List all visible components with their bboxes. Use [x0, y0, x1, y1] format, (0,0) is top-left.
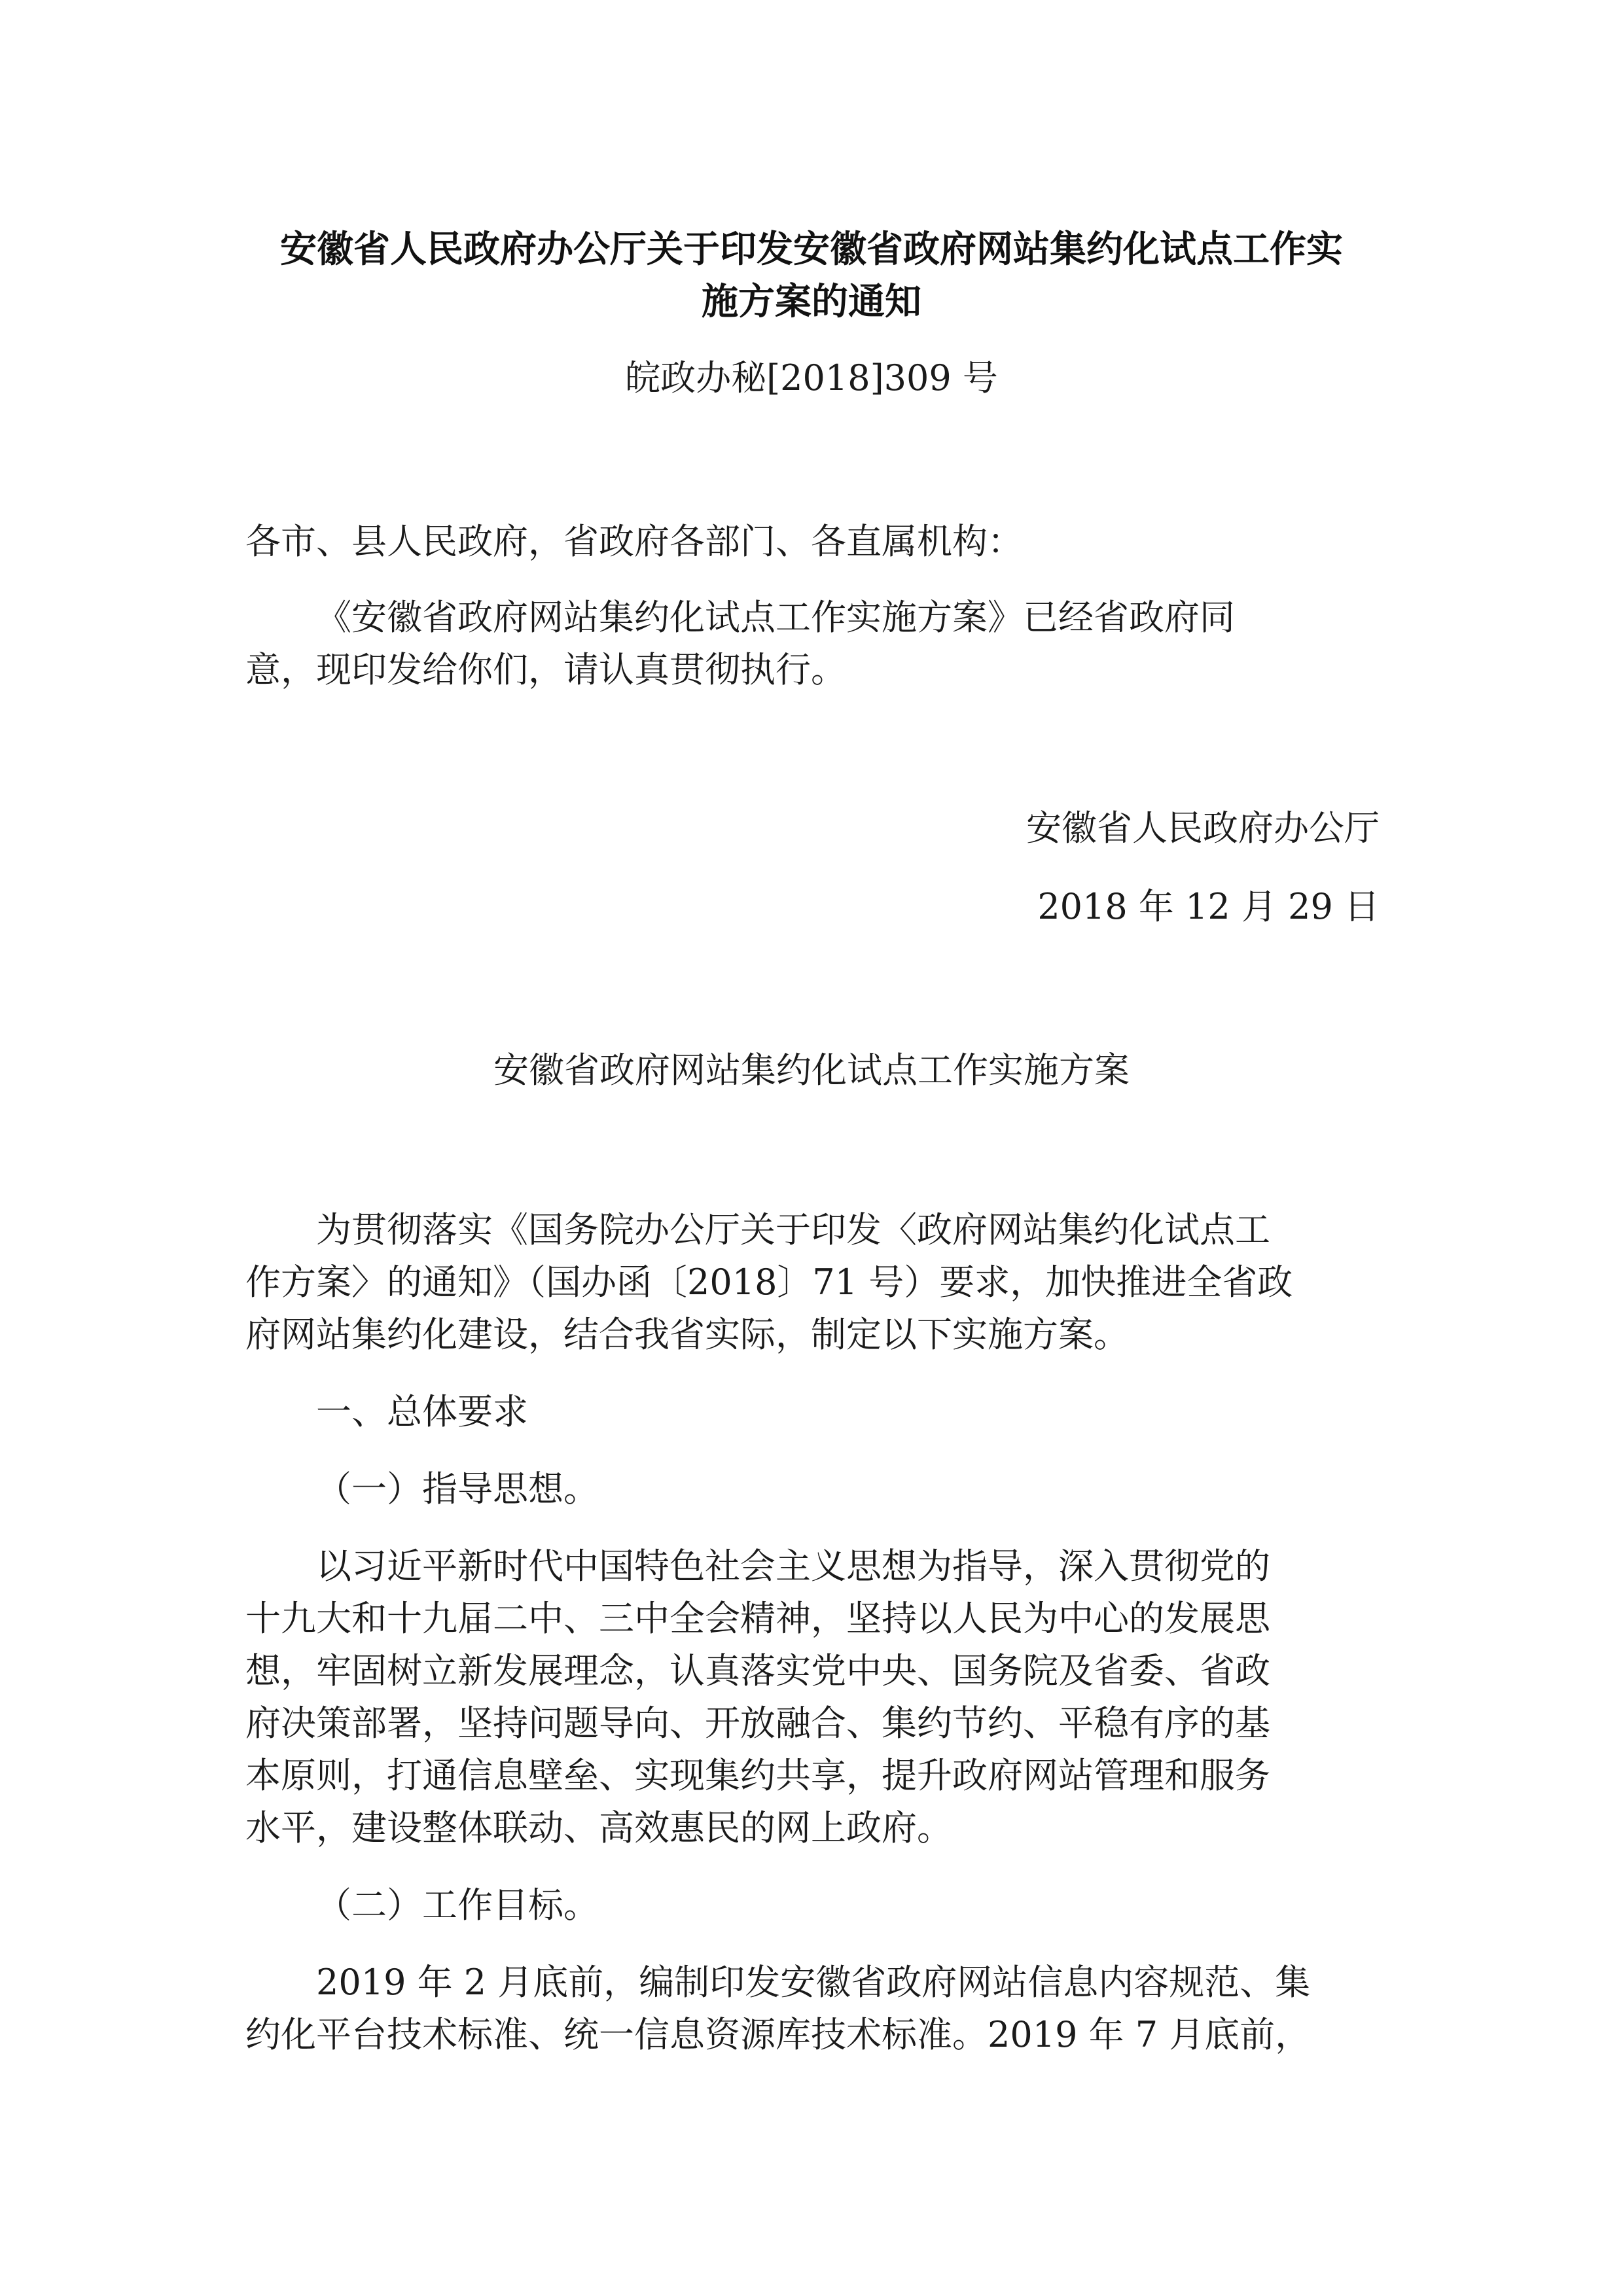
issuing-authority: 安徽省人民政府办公厅	[1026, 807, 1380, 849]
plan-title: 安徽省政府网站集约化试点工作实施方案	[493, 1050, 1130, 1091]
guiding-thought-line-3: 想，牢固树立新发展理念，认真落实党中央、国务院及省委、省政	[245, 1650, 1270, 1691]
issue-date: 2018 年 12 月 29 日	[1037, 886, 1380, 927]
subsection-heading-guiding-thought: （一）指导思想。	[316, 1468, 599, 1510]
work-goals-line-2: 约化平台技术标准、统一信息资源库技术标准。2019 年 7 月底前，	[245, 2014, 1311, 2055]
notice-body-line-1: 《安徽省政府网站集约化试点工作实施方案》已经省政府同	[316, 597, 1235, 638]
plan-intro-line-3: 府网站集约化建设，结合我省实际，制定以下实施方案。	[245, 1314, 1129, 1355]
subsection-heading-work-goals: （二）工作目标。	[316, 1884, 599, 1926]
guiding-thought-line-2: 十九大和十九届二中、三中全会精神，坚持以人民为中心的发展思	[245, 1598, 1270, 1639]
notice-title-line-2: 施方案的通知	[702, 281, 921, 323]
notice-title-line-1: 安徽省人民政府办公厅关于印发安徽省政府网站集约化试点工作实	[280, 228, 1343, 271]
salutation: 各市、县人民政府，省政府各部门、各直属机构：	[245, 521, 1023, 562]
guiding-thought-line-4: 府决策部署，坚持问题导向、开放融合、集约节约、平稳有序的基	[245, 1703, 1270, 1744]
section-heading-overall-requirements: 一、总体要求	[316, 1391, 528, 1432]
work-goals-line-1: 2019 年 2 月底前，编制印发安徽省政府网站信息内容规范、集	[316, 1962, 1311, 2003]
plan-intro-line-2: 作方案〉的通知》（国办函〔2018〕71 号）要求，加快推进全省政	[245, 1262, 1293, 1303]
guiding-thought-line-1: 以习近平新时代中国特色社会主义思想为指导，深入贯彻党的	[316, 1545, 1270, 1587]
notice-body-line-2: 意，现印发给你们，请认真贯彻执行。	[245, 649, 846, 690]
plan-intro-line-1: 为贯彻落实《国务院办公厅关于印发〈政府网站集约化试点工	[316, 1209, 1270, 1250]
document-number: 皖政办秘[2018]309 号	[625, 357, 998, 398]
guiding-thought-line-6: 水平，建设整体联动、高效惠民的网上政府。	[245, 1807, 952, 1848]
guiding-thought-line-5: 本原则，打通信息壁垒、实现集约共享，提升政府网站管理和服务	[245, 1755, 1270, 1796]
